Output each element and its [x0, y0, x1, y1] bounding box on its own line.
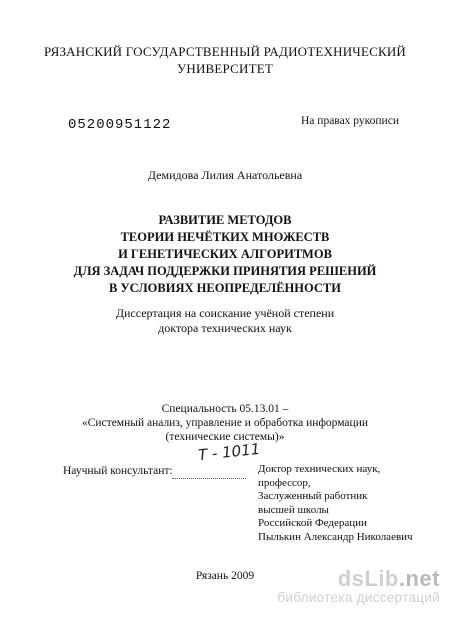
site-watermark	[277, 568, 440, 606]
title-line: В УСЛОВИЯХ НЕОПРЕДЕЛЁННОСТИ	[109, 281, 341, 295]
consultant-info-line: Заслуженный работник	[258, 490, 368, 502]
university-name	[0, 43, 450, 77]
consultant-label: Научный консультант:	[63, 465, 173, 477]
dissertation-title	[0, 212, 450, 297]
consultant-info-line: Российской Федерации	[258, 517, 367, 529]
consultant-name: Пылькин Александр Николаевич	[258, 530, 413, 543]
degree-line-2: доктора технических наук	[158, 321, 292, 335]
specialty-line-1: Специальность 05.13.01 –	[161, 403, 289, 415]
city-year: Рязань 2009	[195, 570, 255, 582]
watermark-logo-main: dsLib	[337, 566, 399, 591]
specialty-line-3: (технические системы)»	[165, 431, 285, 443]
title-line: ТЕОРИИ НЕЧЁТКИХ МНОЖЕСТВ	[120, 230, 330, 244]
university-line-1: РЯЗАНСКИЙ ГОСУДАРСТВЕННЫЙ РАДИОТЕХНИЧЕСКИЙ	[43, 44, 407, 59]
watermark-logo	[277, 568, 440, 590]
watermark-logo-domain: .net	[398, 566, 440, 591]
degree-statement	[0, 306, 450, 336]
rights-note: На правах рукописи	[301, 115, 399, 127]
author-name: Демидова Лилия Анатольевна	[147, 168, 303, 182]
document-number: 05200951122	[68, 117, 172, 133]
degree-line-1: Диссертация на соискание учёной степени	[115, 306, 335, 320]
consultant-info-line: профессор,	[258, 476, 311, 489]
consultant-info	[258, 463, 413, 544]
handwritten-inventory-mark: Т - 1011	[197, 439, 262, 465]
title-line: РАЗВИТИЕ МЕТОДОВ	[158, 213, 292, 227]
watermark-subtitle: библиотека диссертаций	[277, 590, 440, 605]
specialty-line-2: «Системный анализ, управление и обработка информации	[81, 417, 369, 429]
university-line-2: УНИВЕРСИТЕТ	[176, 61, 274, 76]
specialty-statement	[0, 402, 450, 444]
title-line: ДЛЯ ЗАДАЧ ПОДДЕРЖКИ ПРИНЯТИЯ РЕШЕНИЙ	[73, 264, 377, 278]
consultant-info-line: Доктор технических наук,	[258, 463, 381, 475]
title-line: И ГЕНЕТИЧЕСКИХ АЛГОРИТМОВ	[118, 247, 332, 261]
signature-line	[172, 478, 246, 480]
consultant-info-line: высшей школы	[258, 503, 329, 516]
